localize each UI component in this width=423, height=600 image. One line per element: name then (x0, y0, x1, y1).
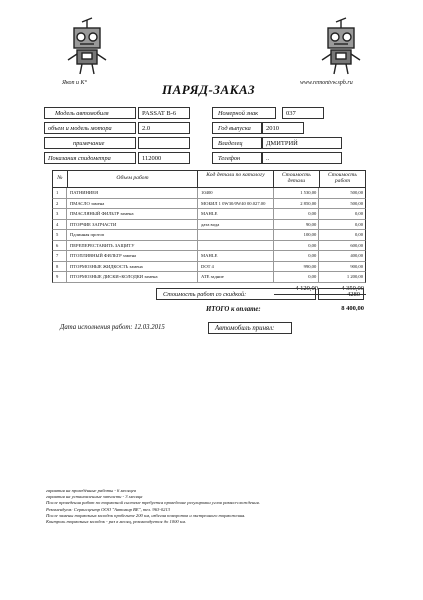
cell-labor: 500,00 (350, 190, 363, 195)
cell-code (198, 241, 274, 251)
discount-label: Стоимость работ со скидкой: (156, 288, 316, 300)
discount-value: 4280 (318, 288, 364, 300)
table-row (52, 199, 366, 210)
cell-work: ПТОРЧИЕ ЗАПЧАСТИ (67, 220, 198, 230)
note-label: примечание (44, 137, 136, 149)
note-value (138, 137, 190, 149)
cell-code: MAHLE (198, 209, 274, 219)
table-row (52, 230, 366, 241)
robot-logo-left (62, 16, 112, 78)
table-row (52, 220, 366, 231)
cell-num: 6 (53, 241, 67, 251)
cell-parts: 1 530,00 (274, 188, 320, 198)
cell-work: ПМАСЛО замена (67, 199, 198, 209)
cell-code: 10400 (198, 188, 274, 198)
cell-labor: 400,00 (350, 253, 363, 258)
cell-parts: 0,00 (274, 209, 320, 219)
col-num-header: № (53, 171, 68, 187)
footer-line: Рекомендуем: Сервисцентр ООО "Автомир ВЕ", тел. 963-0213 (46, 506, 171, 512)
cell-parts: 990,00 (274, 262, 320, 272)
cell-num: 4 (53, 220, 67, 230)
cell-parts: 100,00 (274, 230, 320, 240)
table-row (52, 209, 366, 220)
table-row (52, 251, 366, 262)
phone-value: .. (262, 152, 342, 164)
cell-work: ПТОРМОЗНЫЕ ДИСКИ+КОЛОДКИ замена (67, 272, 198, 282)
odometer-value: 112000 (138, 152, 190, 164)
cell-work: ПТОРМОЗНЫЕ ЖИДКОСТЬ замена (67, 262, 198, 272)
works-table (52, 170, 366, 295)
col-labor-header: Стоимость работ (328, 172, 357, 184)
table-row (52, 188, 366, 199)
table-header (52, 170, 366, 188)
cell-parts: 2 850,00 (274, 199, 320, 209)
footer-line: После проведения работ по тормозной системе требуется проведение регулировки углов развал-схождения. (46, 500, 260, 506)
footer-notes (46, 488, 386, 525)
total-parts: 4 120,00 (274, 283, 320, 295)
col-parts-header: Стоимость детали (274, 171, 320, 187)
cell-labor: 1 200,00 (346, 274, 363, 279)
cell-num: 5 (53, 230, 67, 240)
cell-work: ПЕРЕПЕРЕСТАВИТЬ ЗАЩИТУ (67, 241, 198, 251)
cell-code: дата вода (198, 220, 274, 230)
col-work-header: Объем работ (68, 171, 198, 187)
cell-parts: 90,00 (274, 220, 320, 230)
cell-num: 2 (53, 199, 67, 209)
document-title: ПАРЯД-ЗАКАЗ (162, 82, 256, 97)
table-row (52, 272, 366, 283)
footer-line: гарантия на установленные запчасти - 3 месяца (46, 494, 143, 500)
owner-label: Владелец (212, 137, 262, 149)
accepted-label: Автомобиль принял: (208, 322, 292, 334)
cell-code: МОБИЛ 1 0W30/0W40 00.027.00 (198, 199, 274, 209)
reg-label: Номерной знак (212, 107, 276, 119)
company-caption: Якоп и К° (62, 80, 87, 86)
cell-labor: 900,00 (350, 263, 363, 269)
year-value: 2010 (262, 122, 304, 134)
cell-work: ПМАСЛЯНЫЙ ФИЛЬТР замена (67, 209, 198, 219)
cell-code (198, 230, 274, 240)
total-label: ИТОГО к оплате: (206, 306, 261, 313)
phone-label: Телефон (212, 152, 262, 164)
robot-logo-right (316, 16, 366, 78)
cell-num: 9 (53, 272, 67, 282)
table-body (52, 188, 366, 283)
cell-parts: 0,00 (274, 272, 320, 282)
cell-labor: 0,00 (354, 232, 363, 237)
cell-parts: 0,00 (274, 251, 320, 261)
cell-labor: 500,00 (350, 200, 363, 206)
owner-value: ДМИТРИЙ (262, 137, 342, 149)
total-value: 8 400,00 (341, 305, 364, 312)
model-value: PASSAT B-6 (138, 107, 190, 119)
col-code-header: Код детали по каталогу (198, 171, 274, 187)
year-label: Год выпуска (212, 122, 262, 134)
cell-labor: 0,00 (354, 211, 363, 216)
cell-work: ПАТНИНИЕЯ (67, 188, 198, 198)
cell-labor: 600,00 (350, 242, 363, 248)
model-label: Модель автомобиля (44, 107, 136, 119)
table-row (52, 262, 366, 273)
cell-code: MAHLE (198, 251, 274, 261)
cell-code: DOT 4 (198, 262, 274, 272)
cell-code: ATE задние (198, 272, 274, 282)
cell-work: Пдлинная протоп (67, 230, 198, 240)
cell-labor: 0,00 (354, 221, 363, 227)
cell-parts: 0,00 (274, 241, 320, 251)
cell-work: ПТОПЛИВНЫЙ ФИЛЬТР замена (67, 251, 198, 261)
cell-num: 8 (53, 262, 67, 272)
completion-date: Дата исполнения работ: 12.03.2015 (60, 324, 165, 331)
cell-num: 1 (53, 188, 67, 198)
cell-num: 7 (53, 251, 67, 261)
odometer-label: Показания спидометра (44, 152, 136, 164)
footer-line: После замены тормозных колодок пробегите 200 км, избегая поворотов и экстренного торможения. (46, 512, 246, 518)
total-labor: 4 350,00 (320, 283, 366, 295)
footer-line: Контроль тормозных колодок - раз в месяц, рекомендуется до 1000 км. (46, 519, 187, 525)
footer-line: гарантия на проведённые работы - 6 месяцев (46, 488, 136, 493)
cell-num: 3 (53, 209, 67, 219)
engine-label: объем и модель мотора (44, 122, 136, 134)
table-row (52, 241, 366, 252)
engine-value: 2.0 (138, 122, 190, 134)
reg-value: 037 (282, 107, 324, 119)
website-caption: www.remontvw.spb.ru (300, 80, 353, 86)
